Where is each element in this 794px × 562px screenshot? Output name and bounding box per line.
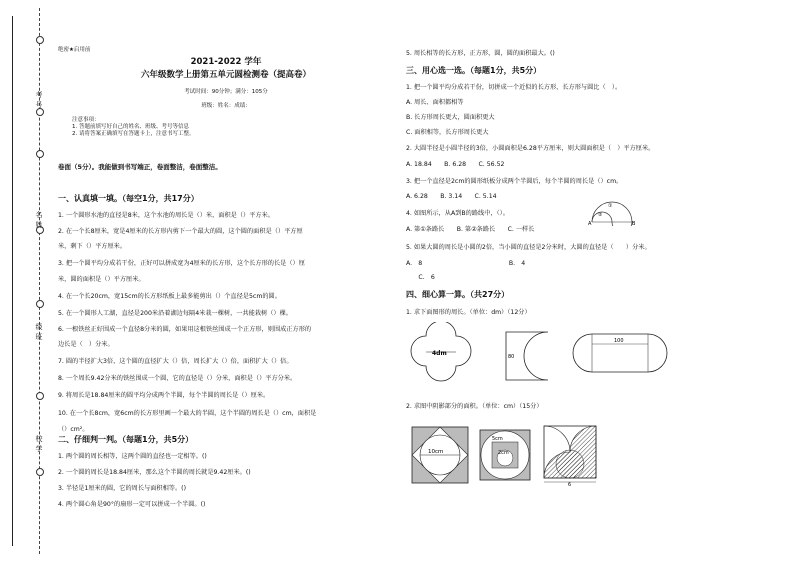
question-line: 5. 如果大圆的周长是小圆的2倍，当小圆的直径是2分米时，大圆的直径是（ ）分米。 <box>406 244 651 251</box>
notes-title: 注意事项： <box>72 117 100 123</box>
figure-dimension-label: 10cm <box>428 449 444 455</box>
figure-quarter-circles <box>408 322 474 384</box>
section-1-items <box>58 212 398 438</box>
question-line: 10. 在一个长8cm，宽6cm的长方形里画一个最大的半圆，这个半圆的周长是（）cm，面积是 <box>58 410 317 417</box>
margin-label: 级 <box>35 323 43 331</box>
choice-line: A. 18.84 B. 6.28 C. 56.52 <box>406 161 505 168</box>
route-figure <box>588 200 636 226</box>
section-3-items <box>406 84 786 288</box>
margin-label: 名 <box>35 211 43 219</box>
figure-semicircle-cut <box>500 330 556 382</box>
section-2-title: 二、仔细判一判。（每题1分，共5分） <box>58 435 194 444</box>
figure-dimension-label: 5cm <box>492 436 503 442</box>
binding-hole <box>36 392 44 400</box>
figure-dimension-label: 100 <box>614 338 624 344</box>
question-line: 3. 把一个直径是2cm的圆形纸板分成两个半圆后，每个半圆的周长是（）cm。 <box>406 178 623 185</box>
section-1-title: 一、认真填一填。（每空1分，共17分） <box>58 194 199 203</box>
route-point-b: B <box>632 221 636 226</box>
binding-outer-line <box>12 16 13 546</box>
presentation-note: 卷面（5分）。我能做到书写端正，卷面整洁，卷面整洁。 <box>58 163 222 171</box>
binding-hole <box>36 468 44 476</box>
question-line: 1. 两个圆的周长相等，这两个圆的直径也一定相等。() <box>58 453 207 460</box>
question-line: 1. 求下面图形的周长。（单位：dm）（12分） <box>406 309 531 316</box>
question-line: 米，剩下（）平方厘米。 <box>58 243 127 250</box>
choice-line: B. 长方形周长更大，圆面积更大 <box>406 114 495 121</box>
margin-label: 班 <box>35 333 43 341</box>
binding-margin <box>0 0 48 562</box>
binding-hole <box>36 300 44 308</box>
question-line: 4. 如图所示，从A到B的路线中，（）。 <box>406 210 509 217</box>
choice-line: A. 6.28 B. 3.14 C. 5.14 <box>406 193 497 200</box>
choice-line: C. 面积相等，长方形周长更大 <box>406 129 489 136</box>
choice-line: A. 周长、面积都相等 <box>406 99 464 106</box>
question-line: 2. 求图中阴影部分的面积。（单位：cm）（15分） <box>406 403 543 410</box>
route-point-a: A <box>588 221 592 226</box>
figure-dimension-label: 6 <box>568 482 572 486</box>
figure-stadium <box>570 332 670 374</box>
question-line: 4. 两个圆心角是90°的扇形一定可以拼成一个半圆。() <box>58 501 206 508</box>
margin-label: 校 <box>35 435 43 443</box>
question-line: 3. 把一个圆平均分成若干份，正好可以拼成宽为4厘米的长方形，这个长方形的长是（）厘 <box>58 260 305 267</box>
question-line: 2. 大圆半径是小圆半径的3倍，小圆面积是6.28平方厘米，则大圆面积是（ ）平方厘米。 <box>406 145 655 152</box>
question-line: 3. 半径是1厘米的圆，它的周长与面积相等。() <box>58 485 187 492</box>
note-item: 1. 答题前填写好自己的姓名、班级、考号等信息 <box>72 124 189 130</box>
question-line: 4. 在一个长20cm，宽15cm的长方形纸板上最多能剪出（）个直径是5cm的圆。 <box>58 292 281 300</box>
choice-line: A. 第①条路长 B. 第②条路长 C. 一样长 <box>406 226 535 233</box>
question-line: 1. 把一个圆平均分成若干份，切拼成一个近似的长方形，长方形与圆比（ ）。 <box>406 84 622 91</box>
question-line: 7. 圆的半径扩大3倍，这个圆的直径扩大（）倍，周长扩大（）倍，面积扩大（）倍。 <box>58 358 293 365</box>
figure-square-circle <box>410 425 470 485</box>
figure-dimension-label: 4dm <box>432 350 447 357</box>
section-3-title: 三、用心选一选。（每题1分，共5分） <box>406 66 542 75</box>
section-4-title: 四、细心算一算。（共27分） <box>406 290 510 299</box>
section-2-items <box>58 453 398 517</box>
figure-dimension-label: 2cm <box>498 450 509 456</box>
student-fields: 班级：姓名：成绩： <box>201 103 251 109</box>
route-label-2: ② <box>598 212 603 218</box>
question-line: 9. 将周长是18.84厘米的圆平均分成两个半圆，每个半圆的周长是（）厘米。 <box>58 392 270 399</box>
route-label-1: ① <box>608 203 613 209</box>
margin-label: 姓 <box>35 221 43 229</box>
figure-hatched-square <box>542 424 600 486</box>
question-line: （）cm²。 <box>58 426 89 433</box>
exam-info: 考试时间：90分钟；满分：105分 <box>184 89 268 95</box>
note-item: 2. 请将答案正确填写在答题卡上，注意书写工整。 <box>72 131 195 137</box>
figure-dimension-label: 80 <box>508 354 515 360</box>
margin-label: 学 <box>35 445 43 453</box>
secret-label: 绝密★启用前 <box>58 47 91 53</box>
binding-hole <box>36 150 44 158</box>
choice-line: C. 6 <box>406 274 435 281</box>
question-line: 6. 一根铁丝正好围成一个直径8分米的圆，如果用这根铁丝围成一个正方形，则围成正方形的 <box>58 325 312 333</box>
question-line: 8. 一个周长9.42分米的铁丝围成一个圆，它的直径是（）分米，面积是（）平方分米。 <box>58 375 297 382</box>
binding-hole <box>36 36 44 44</box>
figure-nested-circles <box>478 428 532 482</box>
question-line: 2. 一个圆的周长是18.84厘米，那么这个半圆的周长就是9.42厘米。() <box>58 469 251 476</box>
margin-label: 考 <box>35 91 43 99</box>
question-line: 5. 周长相等的长方形，正方形，圆，圆的面积最大。() <box>406 50 555 57</box>
question-line: 1. 一个圆形水池的直径是8米，这个水池的周长是（）米，面积是（）平方米。 <box>58 212 274 219</box>
question-line: 5. 在一个圆形人工湖，直径是200米沿着湖边每隔4米栽一棵树，一共能栽树（）棵。 <box>58 309 292 317</box>
question-line: 边长是（ ）分米。 <box>58 341 114 348</box>
question-line: 米，圆的面积是（）平方厘米。 <box>58 275 145 283</box>
margin-label: 号 <box>35 101 43 109</box>
choice-line: A. 8 B. 4 <box>406 260 526 267</box>
exam-title: 六年级数学上册第五单元圆检测卷（提高卷） <box>140 70 311 80</box>
exam-year: 2021-2022 学年 <box>190 57 262 67</box>
question-line: 2. 在一个长8厘米，宽是4厘米的长方形内剪下一个最大的圆，这个圆的面积是（）平方厘 <box>58 227 303 235</box>
